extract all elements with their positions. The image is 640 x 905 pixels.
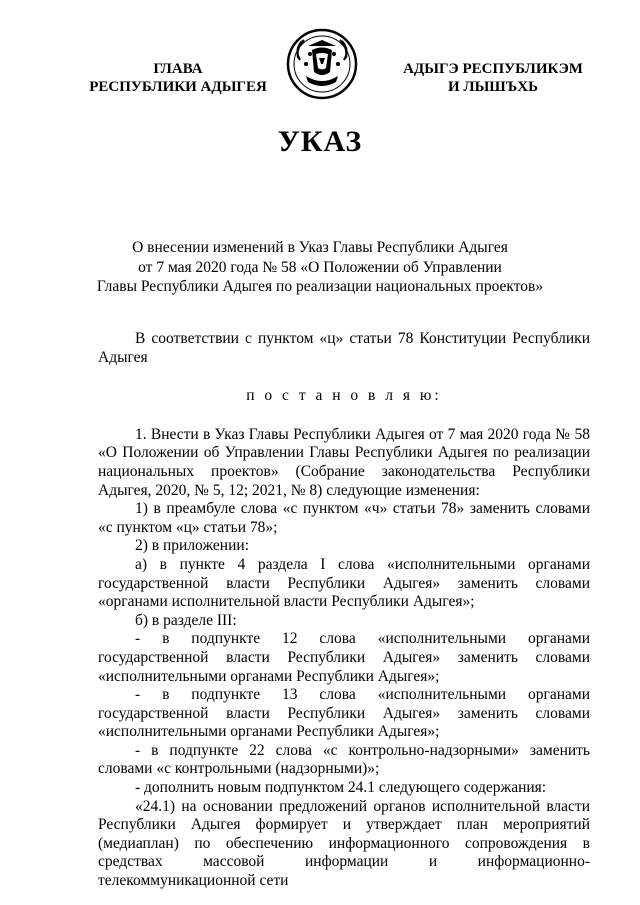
subject-line3: Главы Республики Адыгея по реализации национальных проектов» [96, 278, 544, 295]
preamble-paragraph: В соответствии с пунктом «ц» статьи 78 Конституции Республики Адыгея [98, 330, 590, 366]
paragraph-1-2: 2) в приложении: [135, 537, 249, 555]
paragraph-1-1: 1) в преамбуле слова «с пунктом «ч» статьи 78» заменить словами «с пунктом «ц» статьи 78»; [98, 500, 590, 536]
decree-word: п о с т а н о в л я ю: [246, 387, 442, 405]
header-right-block [393, 60, 593, 96]
paragraph-1: 1. Внести в Указ Главы Республики Адыгея от 7 мая 2020 года № 58 «О Положении об Управлении Главы Республики Адыгея по реализации национальных проектов» (Собрание законодательства Республики Адыгея, 2020, № 5, 12; 2021, № 8) следующие изменения: [98, 425, 590, 499]
paragraph-1-2-a: а) в пункте 4 раздела I слова «исполнительными органами государственной власти Республики Адыгея» заменить словами «органами исполнительной власти Республики Адыгея»; [98, 555, 590, 611]
paragraph-24-1-text: «24.1) на основании предложений органов исполнительной власти Республики Адыгея формирует и утверждает план мероприятий (медиаплан) по обеспечению информационного сопровождения в средствах массовой информации и информационно-телекоммуникационной сети [98, 797, 590, 890]
list-item-subitem-22: - в подпункте 22 слова «с контрольно-надзорными» заменить словами «с контрольными (надзорными)»; [98, 741, 590, 778]
list-item-add-24-1: - дополнить новым подпунктом 24.1 следующего содержания: [135, 779, 547, 797]
paragraph-1-2-b: б) в разделе III: [135, 611, 237, 629]
decree-subject [60, 238, 580, 297]
adygea-coat-of-arms-icon [286, 28, 358, 100]
header-right-line1: АДЫГЭ РЕСПУБЛИКЭМ [403, 61, 583, 77]
header-left-line2: РЕСПУБЛИКИ АДЫГЕЯ [89, 79, 267, 95]
document-body [98, 330, 590, 891]
header-left-block [88, 60, 268, 96]
subject-line1: О внесении изменений в Указ Главы Республики Адыгея [132, 239, 508, 256]
list-item-subitem-13: - в подпункте 13 слова «исполнительными органами государственной власти Республики Адыгея» заменить словами «исполнительными органами Республики Адыгея»; [98, 686, 590, 741]
document-title: УКАЗ [277, 125, 363, 158]
list-item-subitem-12: - в подпункте 12 слова «исполнительными органами государственной власти Республики Адыгея» заменить словами «исполнительными органами Республики Адыгея»; [98, 630, 590, 685]
subject-line2: от 7 мая 2020 года № 58 «О Положении об Управлении [138, 258, 502, 276]
header-right-line2: И ЛЫШЪХЬ [447, 79, 539, 95]
header-left-line1: ГЛАВА [153, 61, 203, 77]
